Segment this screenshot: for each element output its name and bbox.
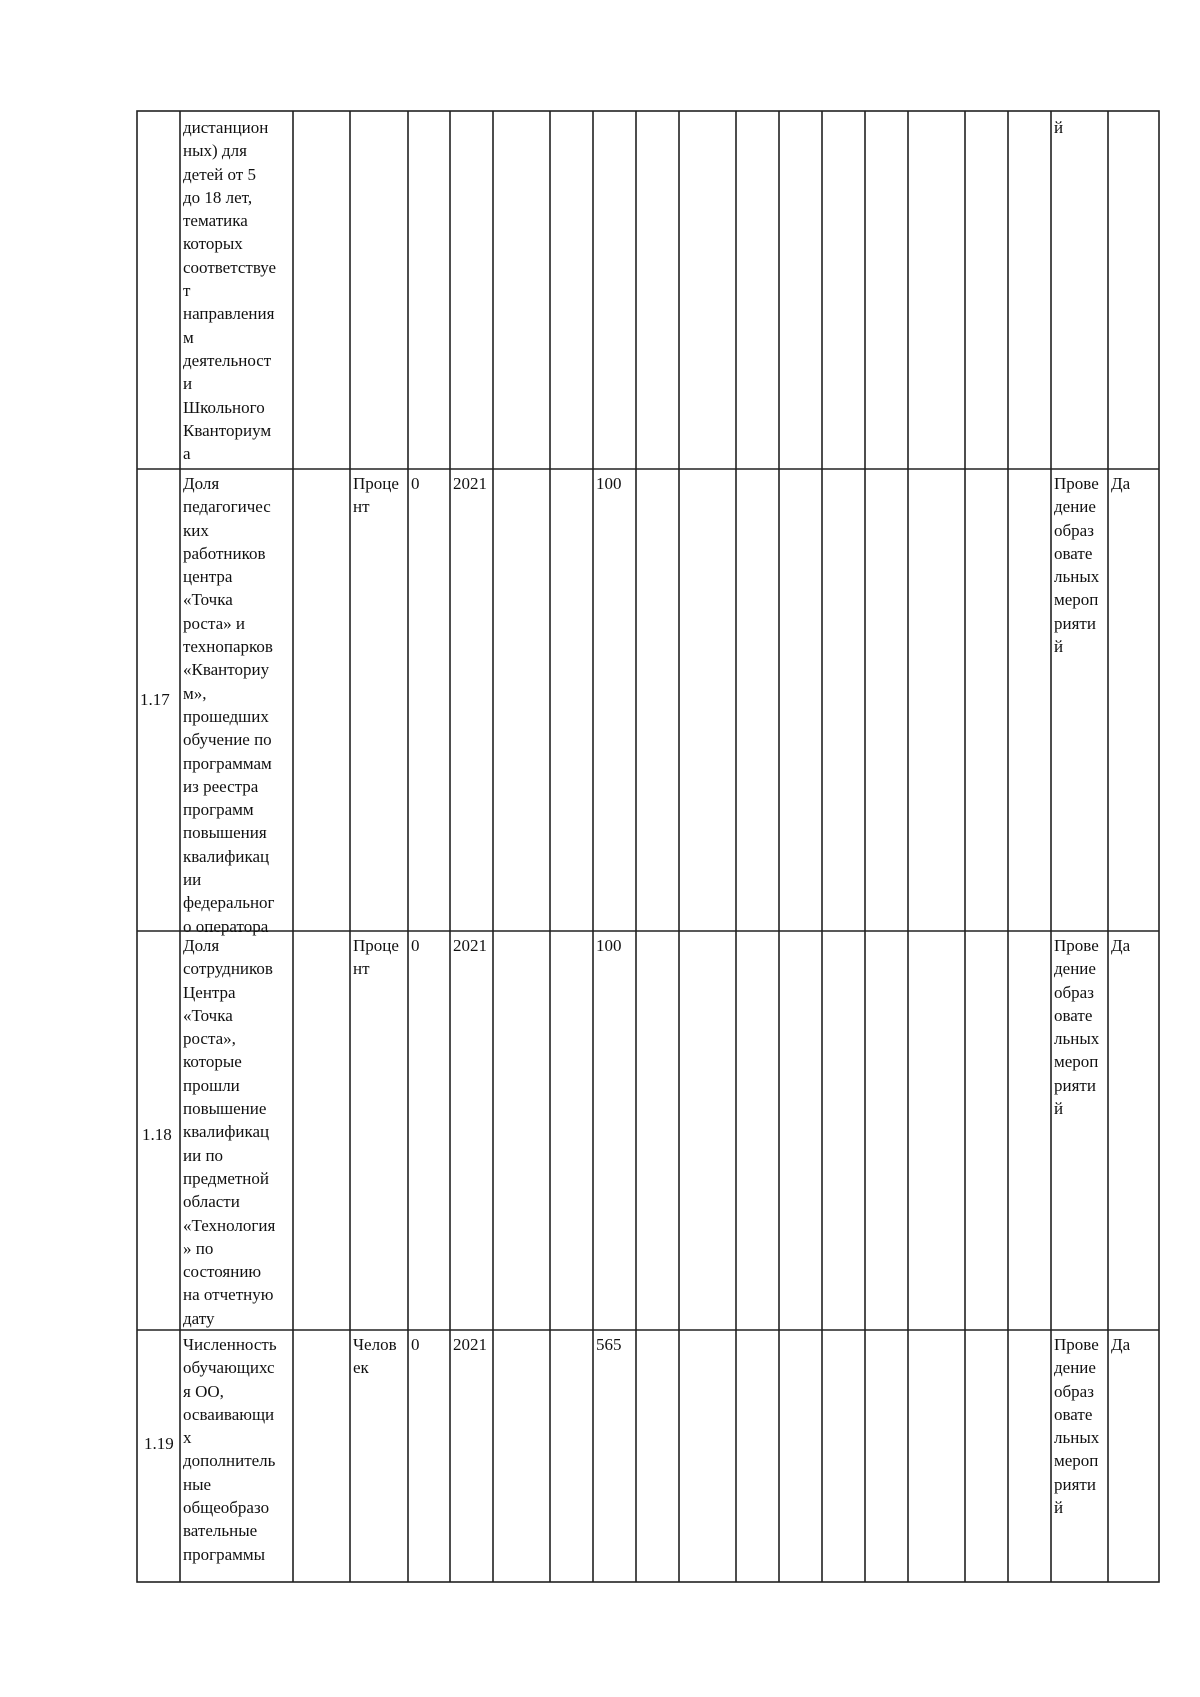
base-year-cell: 2021 xyxy=(453,936,487,955)
row-number: 1.17 xyxy=(140,690,170,709)
base-value-cell: 0 xyxy=(411,1335,420,1354)
base-year-cell: 2021 xyxy=(453,474,487,493)
indicator-cell: Доля сотрудников Центра «Точка роста», которые прошли повышение квалификац ии по предметной области «Технология » по состоянию на отчетную дату xyxy=(183,936,276,1328)
activity-cell: Прове дение образ овате льных мероп рияти й xyxy=(1054,474,1100,657)
indicator-cell: Численность обучающихс я ОО, осваивающи х дополнитель ные общеобразо вательные программы xyxy=(183,1335,277,1564)
indicator-cell: Доля педагогичес ких работников центра «Точка роста» и технопарков «Кванториу м», прошедших обучение по программам из реестра программ повышения квалификац ии федеральног о оператора xyxy=(183,474,275,936)
target-value-cell: 100 xyxy=(596,474,622,493)
target-value-cell: 565 xyxy=(596,1335,622,1354)
row-number: 1.19 xyxy=(144,1434,174,1453)
unit-cell: Проце нт xyxy=(353,474,399,517)
base-value-cell: 0 xyxy=(411,474,420,493)
flag-cell: Да xyxy=(1111,1335,1131,1354)
activity-cell: Прове дение образ овате льных мероп рияти й xyxy=(1054,936,1100,1119)
flag-cell: Да xyxy=(1111,936,1131,955)
target-value-cell: 100 xyxy=(596,936,622,955)
flag-cell: Да xyxy=(1111,474,1131,493)
unit-cell: Проце нт xyxy=(353,936,399,979)
activity-cell: Прове дение образ овате льных мероп рияти й xyxy=(1054,1335,1100,1518)
base-value-cell: 0 xyxy=(411,936,420,955)
base-year-cell: 2021 xyxy=(453,1335,487,1354)
row-number: 1.18 xyxy=(142,1125,172,1144)
unit-cell: Челов ек xyxy=(353,1335,397,1378)
indicator-cell: дистанцион ных) для детей от 5 до 18 лет, тематика которых соответствуе т направления м деятельност и Школьного Кванториум а xyxy=(183,118,277,464)
activity-cell: й xyxy=(1054,118,1064,137)
